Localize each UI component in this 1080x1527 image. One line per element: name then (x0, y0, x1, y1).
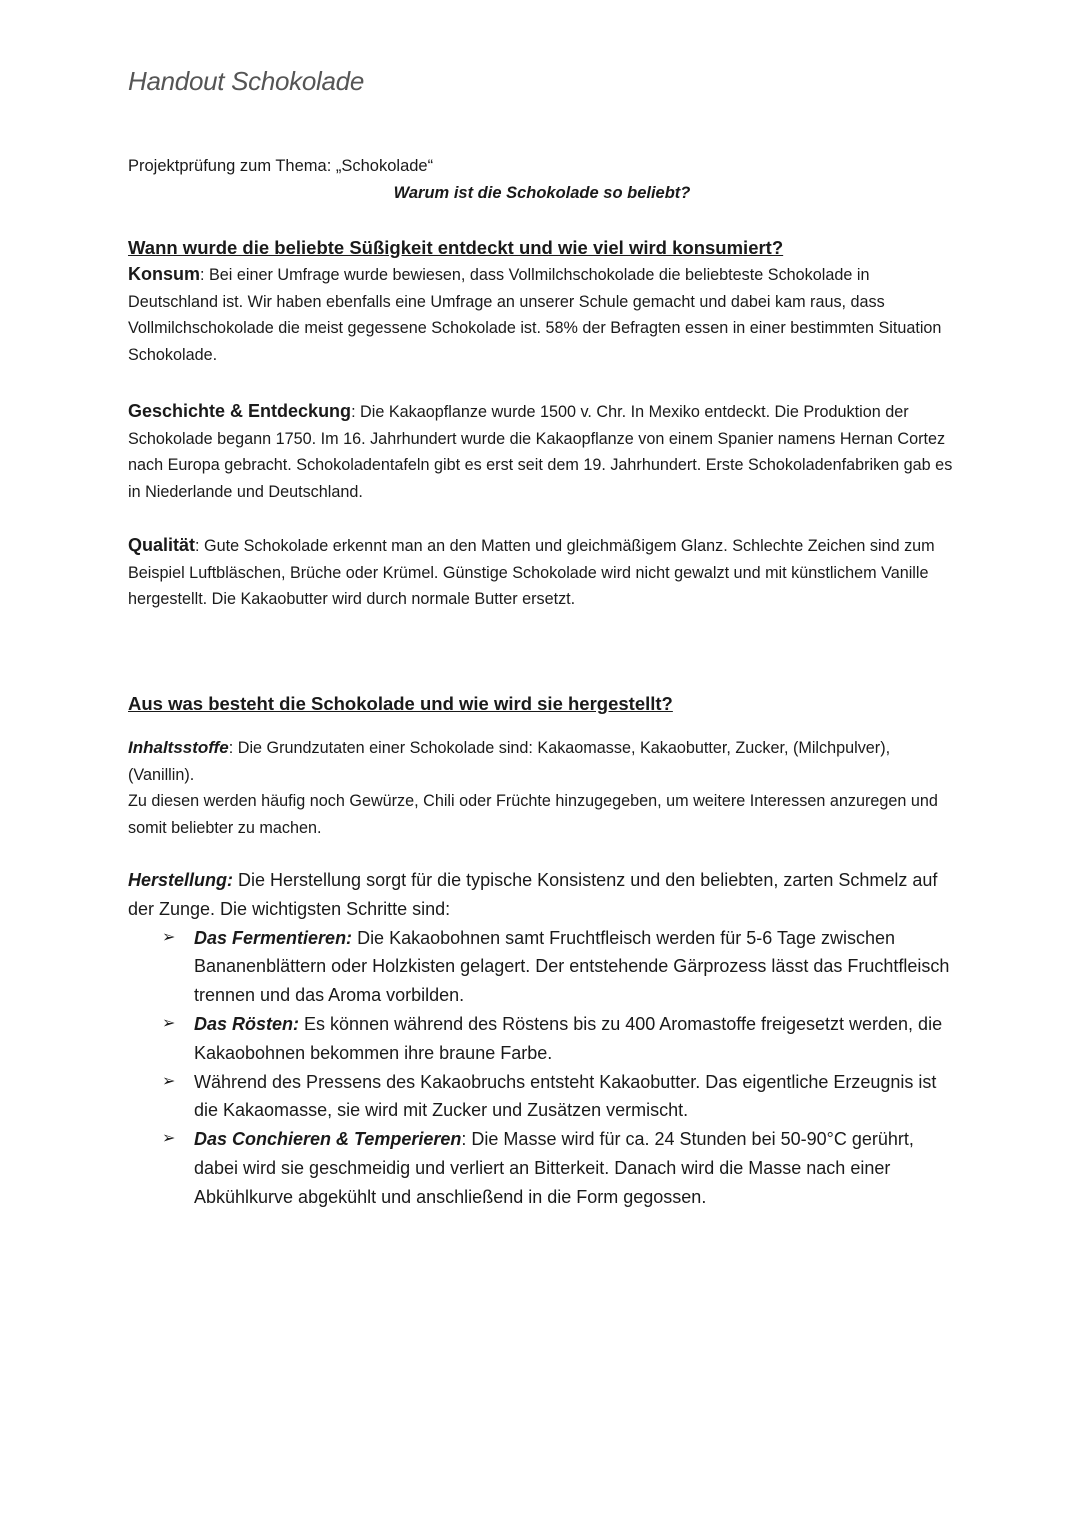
arrow-bullet-icon: ➢ (162, 1072, 176, 1090)
step-term: Das Rösten: (194, 1013, 300, 1034)
section-consumption (128, 235, 958, 369)
section-heading: Aus was besteht die Schokolade und wie wird sie hergestellt? (128, 693, 673, 714)
term-label: Herstellung: (128, 870, 234, 890)
step-text: Es können während des Röstens bis zu 400 Aromastoffe freigesetzt werden, die Kakaobohnen bekommen ihre braune Farbe. (194, 1013, 943, 1063)
step-text: : Die Masse wird für ca. 24 Stunden bei 50-90°C gerührt, dabei wird sie geschmeidig und verliert an Bitterkeit. Danach wird die Masse nach einer Abkühlkurve abgekühlt und anschließend in die Form gegossen. (194, 1129, 914, 1207)
paragraph-geschichte (128, 398, 958, 506)
step-term: Das Conchieren & Temperieren (194, 1129, 462, 1150)
section-heading: Wann wurde die beliebte Süßigkeit entdeckt und wie viel wird konsumiert? (128, 237, 784, 258)
list-item (128, 1125, 958, 1211)
step-text: Die Kakaobohnen samt Fruchtfleisch werden für 5-6 Tage zwischen Bananenblättern oder Holzkisten gelagert. Der entstehende Gärprozess lässt das Fruchtfleisch trennen und das Aroma vorbilden. (194, 927, 950, 1006)
arrow-bullet-icon: ➢ (162, 1130, 176, 1148)
manufacturing-steps-list (128, 924, 958, 1212)
main-question: Warum ist die Schokolade so beliebt? (393, 184, 691, 202)
document-header-title: Handout Schokolade (128, 66, 365, 96)
list-item (128, 1010, 958, 1068)
section-history (128, 398, 958, 506)
term-label: Inhaltsstoffe (128, 738, 229, 757)
term-label: Qualität (128, 535, 196, 555)
paragraph-text: : Bei einer Umfrage wurde bewiesen, dass Vollmilchschokolade die beliebteste Schokolade in Deutschland ist. Wir haben ebenfalls eine Umfrage an unserer Schule gemacht und dabei kam raus, dass Vollmilchschokolade die meist gegessene Schokolade ist. 58% der Befragten essen in einer bestimmten Situation Schokolade. (128, 266, 942, 365)
paragraph-qualitaet (128, 532, 958, 613)
section-ingredients (128, 735, 958, 842)
paragraph-text: : Die Kakaopflanze wurde 1500 v. Chr. In Mexiko entdeckt. Die Produktion der Schokolade begann 1750. Im 16. Jahrhundert wurde die Kakaopflanze von einem Spanier namens Hernan Cortez nach Europa gebracht. Schokoladentafeln gibt es erst seit dem 19. Jahrhundert. Erste Schokoladenfabriken gab es in Niederlande und Deutschland. (128, 403, 953, 502)
paragraph-text: : Die Grundzutaten einer Schokolade sind: Kakaomasse, Kakaobutter, Zucker, (Milchpulver), (Vanillin). (128, 739, 891, 784)
list-item (128, 924, 958, 1010)
step-term: Das Fermentieren: (194, 927, 353, 948)
project-line: Projektprüfung zum Thema: „Schokolade“ (128, 157, 434, 175)
step-text: Während des Pressens des Kakaobruchs entsteht Kakaobutter. Das eigentliche Erzeugnis ist die Kakaomasse, sie wird mit Zucker und Zusätzen vermischt. (194, 1071, 937, 1121)
term-label: Konsum (128, 264, 200, 284)
section-production (128, 691, 958, 717)
paragraph-text: : Gute Schokolade erkennt man an den Matten und gleichmäßigem Glanz. Schlechte Zeichen sind zum Beispiel Luftbläschen, Brüche oder Krümel. Günstige Schokolade wird nicht gewalzt und mit künstlichem Vanille hergestellt. Die Kakaobutter wird durch normale Butter ersetzt. (128, 537, 935, 609)
list-item (128, 1068, 958, 1126)
paragraph-konsum (128, 261, 958, 369)
section-manufacturing (128, 866, 958, 1212)
arrow-bullet-icon: ➢ (162, 928, 176, 946)
section-quality (128, 532, 958, 613)
paragraph-text: Die Herstellung sorgt für die typische Konsistenz und den beliebten, zarten Schmelz auf der Zunge. Die wichtigsten Schritte sind: (128, 870, 938, 919)
paragraph-herstellung (128, 866, 958, 924)
arrow-bullet-icon: ➢ (162, 1014, 176, 1032)
paragraph-inhaltsstoffe-extra: Zu diesen werden häufig noch Gewürze, Chili oder Früchte hinzugegeben, um weitere Interessen anzuregen und somit beliebter zu machen. (128, 792, 938, 838)
term-label: Geschichte & Entdeckung (128, 401, 352, 421)
paragraph-inhaltsstoffe (128, 735, 958, 788)
